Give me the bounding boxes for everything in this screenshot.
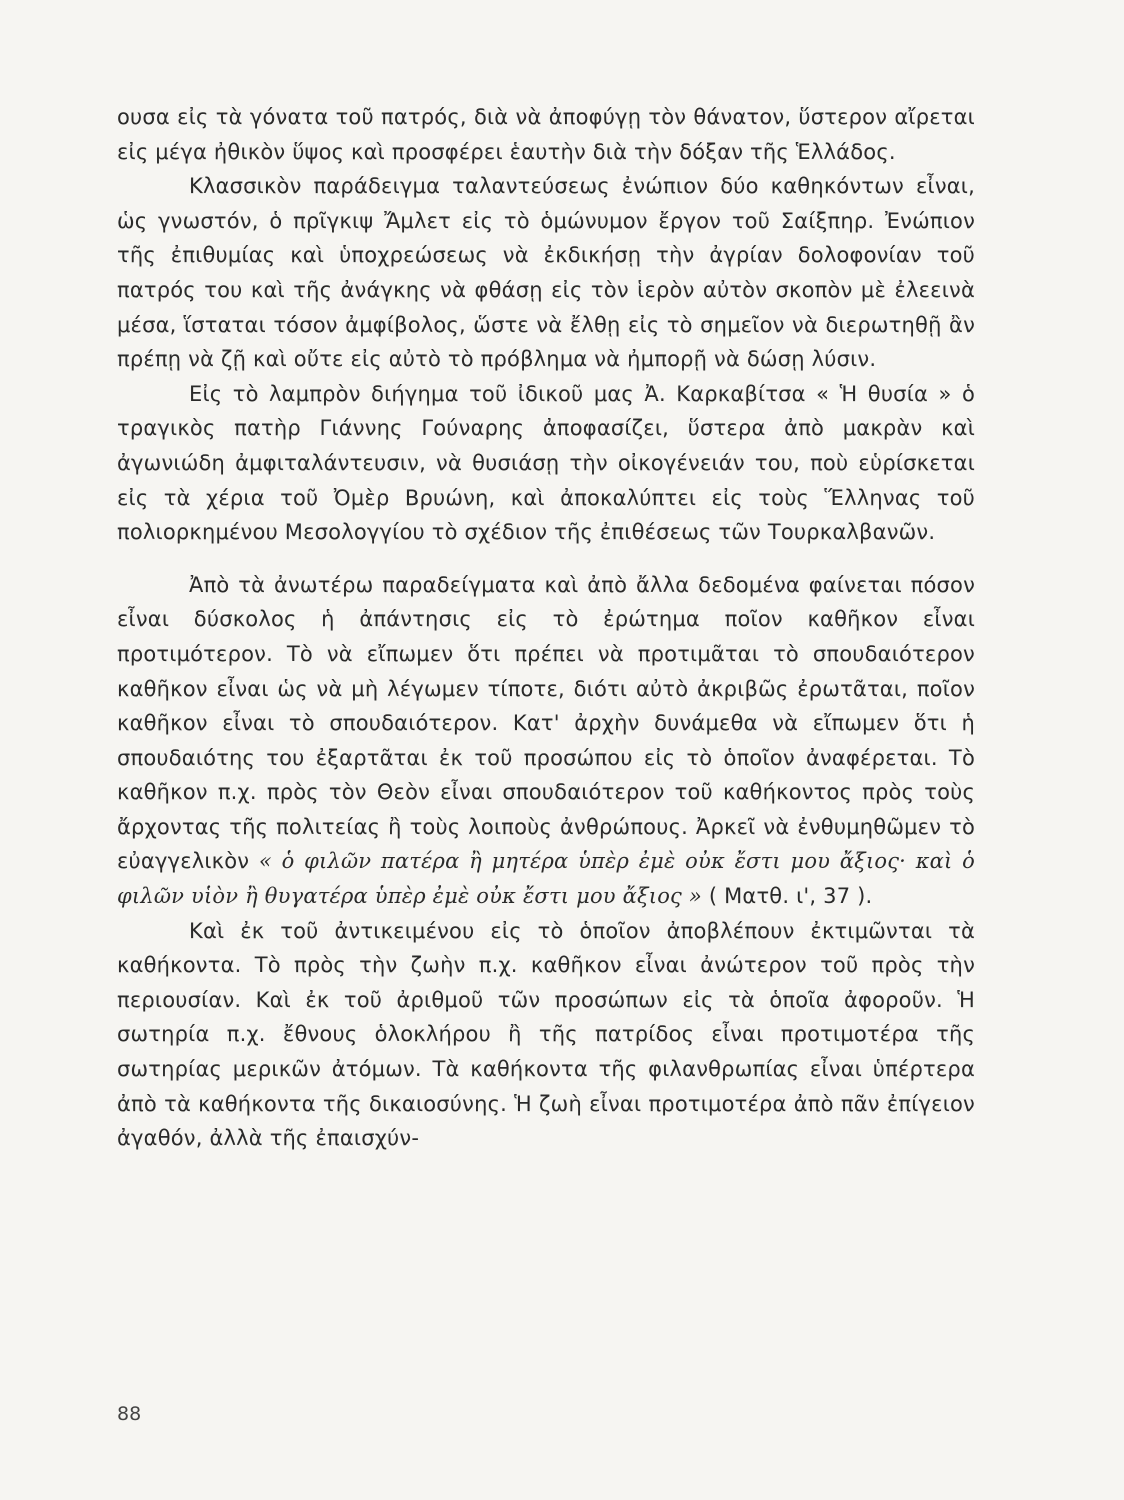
paragraph-4 bbox=[117, 568, 975, 914]
body-text bbox=[117, 100, 975, 1156]
paragraph-2: Κλασσικὸν παράδειγμα ταλαντεύσεως ἐνώπιον δύο καθηκόντων εἶναι, ὡς γνωστόν, ὁ πρῖγκιψ Ἄμλετ εἰς τὸ ὁμώνυμον ἔργον τοῦ Σαίξπηρ. Ἐνώπιον τῆς ἐπιθυμίας καὶ ὑποχρεώσεως νὰ ἐκδικήσῃ τὴν ἀγρίαν δολοφονίαν τοῦ πατρός του καὶ τῆς ἀνάγκης νὰ φθάσῃ εἰς τὸν ἱερὸν αὐτὸν σκοπὸν μὲ ἐλεεινὰ μέσα, ἵσταται τόσον ἀμφίβολος, ὥστε νὰ ἔλθῃ εἰς τὸ σημεῖον νὰ διερωτηθῇ ἂν πρέπῃ νὰ ζῇ καὶ οὔτε εἰς αὐτὸ τὸ πρόβλημα νὰ ἠμπορῇ νὰ δώσῃ λύσιν. bbox=[117, 174, 975, 372]
paragraph-1: ουσα εἰς τὰ γόνατα τοῦ πατρός, διὰ νὰ ἀποφύγῃ τὸν θάνατον, ὕστερον αἴρεται εἰς μέγα ἠθικὸν ὕψος καὶ προσφέρει ἑαυτὴν διὰ τὴν δόξαν τῆς Ἑλλάδος. bbox=[117, 105, 975, 164]
citation: ( Ματθ. ι', 37 ). bbox=[708, 884, 873, 909]
paragraph-5: Καὶ ἐκ τοῦ ἀντικειμένου εἰς τὸ ὁποῖον ἀποβλέπουν ἐκτιμῶνται τὰ καθήκοντα. Τὸ πρὸς τὴν ζωὴν π.χ. καθῆκον εἶναι ἀνώτερον τοῦ πρὸς τὴν περιουσίαν. Καὶ ἐκ τοῦ ἀριθμοῦ τῶν προσώπων εἰς τὰ ὁποῖα ἀφοροῦν. Ἡ σωτηρία π.χ. ἔθνους ὁλοκλήρου ἢ τῆς πατρίδος εἶναι προτιμοτέρα τῆς σωτηρίας μερικῶν ἀτόμων. Τὰ καθήκοντα τῆς φιλανθρωπίας εἶναι ὑπέρτερα ἀπὸ τὰ καθήκοντα τῆς δικαιοσύνης. Ἡ ζωὴ εἶναι προτιμοτέρα ἀπὸ πᾶν ἐπίγειον ἀγαθόν, ἀλλὰ τῆς ἐπαισχύν- bbox=[117, 918, 975, 1151]
paragraph-4-text: Ἀπὸ τὰ ἀνωτέρω παραδείγματα καὶ ἀπὸ ἄλλα δεδομένα φαίνεται πόσον εἶναι δύσκολος ἡ ἀπάντησις εἰς τὸ ἐρώτημα ποῖον καθῆκον εἶναι προτιμότερον. Τὸ νὰ εἴπωμεν ὅτι πρέπει νὰ προτιμᾶται τὸ σπουδαιότερον καθῆκον εἶναι ὡς νὰ μὴ λέγωμεν τίποτε, διότι αὐτὸ ἀκριβῶς ἐρωτᾶται, ποῖον καθῆκον εἶναι τὸ σπουδαιότερον. Κατ' ἀρχὴν δυνάμεθα νὰ εἴπωμεν ὅτι ἡ σπουδαιότης του ἐξαρτᾶται ἐκ τοῦ προσώπου εἰς τὸ ὁποῖον ἀναφέρεται. Τὸ καθῆκον π.χ. πρὸς τὸν Θεὸν εἶναι σπουδαιότερον τοῦ καθήκοντος πρὸς τοὺς ἄρχοντας τῆς πολιτείας ἢ τοὺς λοιποὺς ἀνθρώπους. Ἀρκεῖ νὰ ἐνθυμηθῶμεν τὸ εὐαγγελικὸν bbox=[117, 572, 975, 874]
paragraph-3: Εἰς τὸ λαμπρὸν διήγημα τοῦ ἰδικοῦ μας Ἀ. Καρκαβίτσα « Ἡ θυσία » ὁ τραγικὸς πατὴρ Γιάννης Γούναρης ἀποφασίζει, ὕστερα ἀπὸ μακρὰν καὶ ἀγωνιώδη ἀμφιταλάντευσιν, νὰ θυσιάσῃ τὴν οἰκογένειάν του, ποὺ εὑρίσκεται εἰς τὰ χέρια τοῦ Ὀμὲρ Βρυώνη, καὶ ἀποκαλύπτει εἰς τοὺς Ἕλληνας τοῦ πολιορκημένου Μεσολογγίου τὸ σχέδιον τῆς ἐπιθέσεως τῶν Τουρκαλβανῶν. bbox=[117, 381, 975, 545]
gospel-quote: « ὁ φιλῶν πατέρα ἢ μητέρα ὑπὲρ ἐμὲ οὐκ ἔστι μου ἄξιος· καὶ ὁ φιλῶν υἱὸν ἢ θυγατέρα ὑπὲρ ἐμὲ οὐκ ἔστι μου ἄξιος » bbox=[117, 849, 975, 909]
page-number: 88 bbox=[117, 1403, 142, 1425]
